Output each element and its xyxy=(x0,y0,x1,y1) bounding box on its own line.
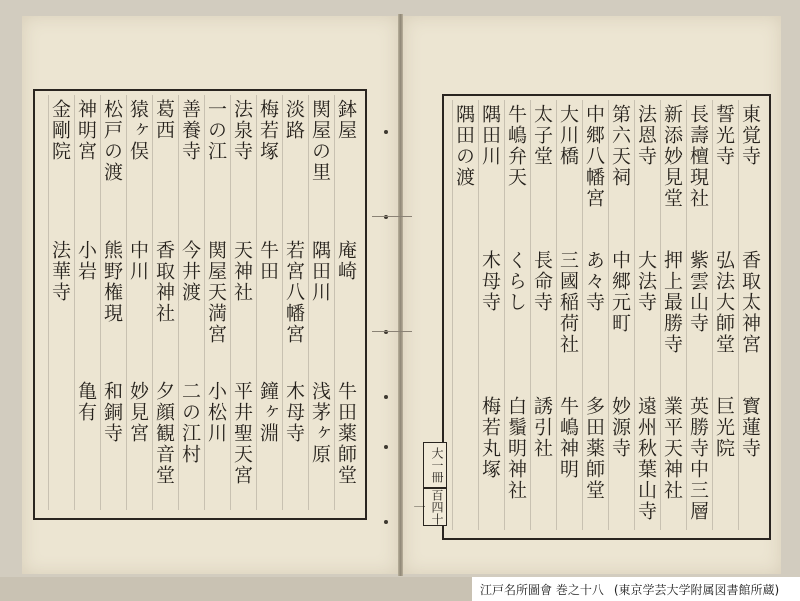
text-column: 法泉寺 xyxy=(231,99,253,162)
book-gutter xyxy=(398,14,403,576)
text-column: 庵崎 xyxy=(335,240,357,282)
text-column: 第六天祠 xyxy=(609,104,631,188)
binding-hole xyxy=(384,445,388,449)
text-column: 遠州秋葉山寺 xyxy=(635,396,657,522)
text-column: 平井聖天宮 xyxy=(231,381,253,486)
text-column: 関屋天満宮 xyxy=(205,240,227,345)
text-column: 多田薬師堂 xyxy=(583,396,605,501)
page-number: 百四十一 xyxy=(423,488,447,526)
text-column: 和銅寺 xyxy=(101,381,123,444)
text-column: 木母寺 xyxy=(283,381,305,444)
text-column: 小岩 xyxy=(75,240,97,282)
text-column: くらし xyxy=(505,250,527,313)
text-column: 二の江村 xyxy=(179,381,201,465)
column-rule xyxy=(256,95,257,510)
text-column: 押上最勝寺 xyxy=(661,250,683,355)
text-column: 梅若塚 xyxy=(257,99,279,162)
text-column: 誘引社 xyxy=(531,396,553,459)
text-column: 中郷元町 xyxy=(609,250,631,334)
text-column: 善養寺 xyxy=(179,99,201,162)
text-column: 今井渡 xyxy=(179,240,201,303)
text-column: 小松川 xyxy=(205,381,227,444)
spine-label: 大一冊 xyxy=(423,442,447,488)
text-column: 白鬚明神社 xyxy=(505,396,527,501)
text-column: 牛嶋弁天 xyxy=(505,104,527,188)
text-column: 業平天神社 xyxy=(661,396,683,501)
image-caption xyxy=(472,577,800,601)
text-column: 三國稲荷社 xyxy=(557,250,579,355)
text-column: 長命寺 xyxy=(531,250,553,313)
text-column: 大川橋 xyxy=(557,104,579,167)
text-column: 英勝寺中三層 xyxy=(687,396,709,522)
text-column: 隅田川 xyxy=(309,240,331,303)
text-column: 法恩寺 xyxy=(635,104,657,167)
text-column: 天神社 xyxy=(231,240,253,303)
text-column: 中郷八幡宮 xyxy=(583,104,605,209)
text-column: 木母寺 xyxy=(479,250,501,313)
text-column: 牛嶋神明 xyxy=(557,396,579,480)
text-column: 妙源寺 xyxy=(609,396,631,459)
binding-hole xyxy=(384,130,388,134)
text-column: 淡路 xyxy=(283,99,305,141)
text-column: 香取太神宮 xyxy=(739,250,761,355)
text-column: 鉢屋 xyxy=(335,99,357,141)
text-column: 夕顔観音堂 xyxy=(153,381,175,486)
text-column: 牛田 xyxy=(257,240,279,282)
column-rule xyxy=(530,100,531,530)
text-column: 猿ヶ俣 xyxy=(127,99,149,162)
binding-hole xyxy=(384,395,388,399)
text-column: 隅田の渡 xyxy=(453,104,475,188)
text-column: 亀有 xyxy=(75,381,97,423)
text-column: 長壽檀現社 xyxy=(687,104,709,209)
text-column: 隅田川 xyxy=(479,104,501,167)
caption-source: (東京学芸大学附属図書館所蔵) xyxy=(613,582,780,597)
bottom-strip xyxy=(0,577,472,601)
text-column: 牛田薬師堂 xyxy=(335,381,357,486)
text-column: 松戸の渡 xyxy=(101,99,123,183)
text-column: 寳蓮寺 xyxy=(739,396,761,459)
text-column: 鐘ヶ淵 xyxy=(257,381,279,444)
text-column: 香取神社 xyxy=(153,240,175,324)
text-column: 関屋の里 xyxy=(309,99,331,183)
text-column: 中川 xyxy=(127,240,149,282)
binding-thread xyxy=(372,216,412,217)
text-column: 若宮八幡宮 xyxy=(283,240,305,345)
text-column: 神明宮 xyxy=(75,99,97,162)
binding-thread xyxy=(372,331,412,332)
text-column: 太子堂 xyxy=(531,104,553,167)
text-column: 弘法大師堂 xyxy=(713,250,735,355)
text-column: 梅若丸塚 xyxy=(479,396,501,480)
text-column: 紫雲山寺 xyxy=(687,250,709,334)
text-column: 熊野権現 xyxy=(101,240,123,324)
text-column: 新添妙見堂 xyxy=(661,104,683,209)
text-column: 金剛院 xyxy=(49,99,71,162)
text-column: 東覚寺 xyxy=(739,104,761,167)
text-column: 大法寺 xyxy=(635,250,657,313)
caption-title: 江戸名所圖會 巻之十八 xyxy=(480,582,604,597)
binding-hole xyxy=(384,520,388,524)
text-column: 浅茅ヶ原 xyxy=(309,381,331,465)
column-rule xyxy=(452,100,453,530)
text-column: 一の江 xyxy=(205,99,227,162)
text-column: 巨光院 xyxy=(713,396,735,459)
text-column: 葛西 xyxy=(153,99,175,141)
text-column: 誓光寺 xyxy=(713,104,735,167)
text-column: あ々寺 xyxy=(583,250,605,313)
text-column: 妙見宮 xyxy=(127,381,149,444)
column-rule xyxy=(126,95,127,510)
text-column: 法華寺 xyxy=(49,240,71,303)
column-rule xyxy=(74,95,75,510)
